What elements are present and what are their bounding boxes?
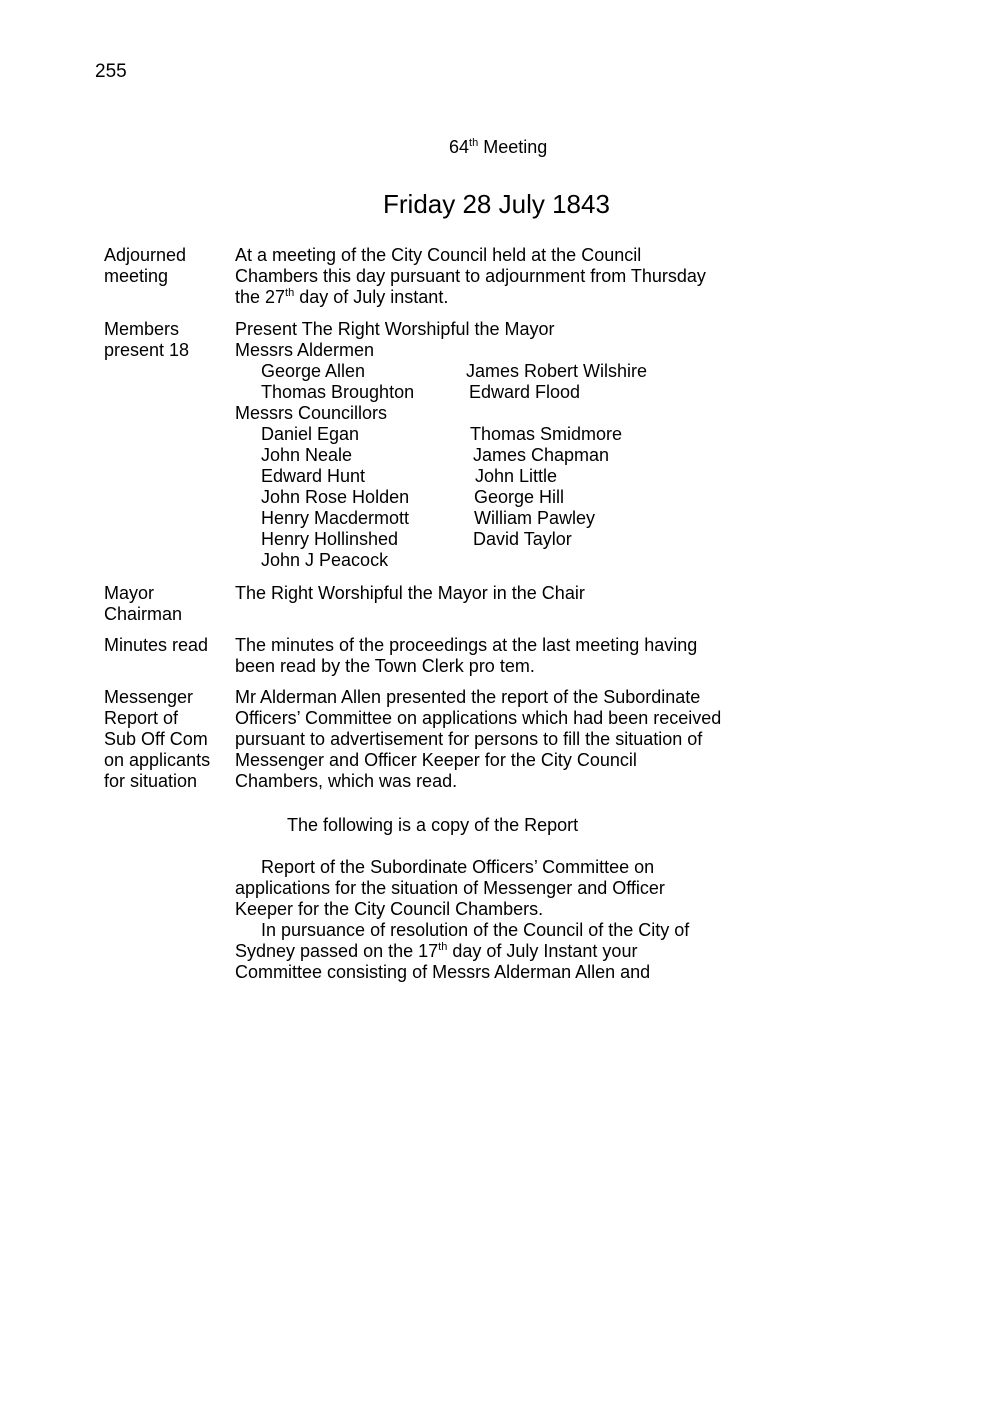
- side-note-line: Messenger: [104, 687, 194, 707]
- councillors-heading: Messrs Councillors: [235, 403, 388, 423]
- side-note-minutes: [104, 635, 229, 656]
- member-row: [235, 508, 755, 529]
- side-note-mayor: [104, 583, 229, 625]
- side-note-members: [104, 319, 229, 361]
- member-name: Edward Hunt: [261, 466, 366, 486]
- aldermen-heading: Messrs Aldermen: [235, 340, 375, 360]
- member-name: John Rose Holden: [261, 487, 410, 507]
- member-name: William Pawley: [474, 508, 596, 528]
- report-text: [235, 857, 755, 983]
- page-title: Friday 28 July 1843: [383, 189, 610, 219]
- text-line: Messenger and Officer Keeper for the City Council: [235, 750, 637, 770]
- member-name: James Robert Wilshire: [466, 361, 648, 381]
- text-line: [235, 287, 755, 308]
- text-line: [235, 941, 755, 962]
- text-line: The minutes of the proceedings at the last meeting having: [235, 635, 698, 655]
- side-note-line: Mayor: [104, 583, 155, 603]
- member-name: John J Peacock: [261, 550, 389, 570]
- side-note-line: Members: [104, 319, 180, 339]
- member-row: [235, 550, 755, 571]
- text-line: Chambers, which was read.: [235, 771, 458, 791]
- meeting-number: [449, 137, 547, 158]
- present-line: Present The Right Worshipful the Mayor: [235, 319, 555, 339]
- member-row: [235, 445, 755, 466]
- text-fragment: day of July instant.: [294, 287, 449, 307]
- side-note-line: Sub Off Com: [104, 729, 208, 749]
- side-note-line: Minutes read: [104, 635, 209, 655]
- meeting-number-suffix: th: [469, 137, 479, 149]
- copy-note: The following is a copy of the Report: [287, 815, 579, 835]
- text-line: Mr Alderman Allen presented the report of the Subordinate: [235, 687, 701, 707]
- paragraph-minutes: [235, 635, 755, 677]
- ordinal-suffix: th: [285, 287, 295, 299]
- side-note-line: meeting: [104, 266, 169, 286]
- paragraph-adjourned: [235, 245, 755, 308]
- member-name: George Allen: [261, 361, 366, 381]
- member-name: James Chapman: [473, 445, 610, 465]
- member-name: John Neale: [261, 445, 353, 465]
- member-name: John Little: [475, 466, 558, 486]
- member-row: [235, 487, 755, 508]
- text-line: In pursuance of resolution of the Council of the City of: [261, 920, 690, 940]
- text-fragment: the 27: [235, 287, 286, 307]
- member-row: [235, 424, 755, 445]
- page-number: 255: [95, 61, 127, 82]
- members-list: [235, 319, 755, 571]
- side-note-adjourned: [104, 245, 229, 287]
- ordinal-suffix: th: [438, 941, 448, 953]
- member-row: [235, 382, 755, 403]
- text-line: The Right Worshipful the Mayor in the Chair: [235, 583, 585, 603]
- member-name: David Taylor: [473, 529, 572, 549]
- text-line: Report of the Subordinate Officers’ Committee on: [261, 857, 655, 877]
- member-name: Edward Flood: [469, 382, 581, 402]
- side-note-line: Adjourned: [104, 245, 187, 265]
- text-line: At a meeting of the City Council held at the Council: [235, 245, 642, 265]
- member-name: Henry Macdermott: [261, 508, 410, 528]
- meeting-label: Meeting: [483, 137, 548, 157]
- member-name: Thomas Smidmore: [470, 424, 623, 444]
- side-note-line: Report of: [104, 708, 179, 728]
- side-note-line: for situation: [104, 771, 198, 791]
- side-note-line: present 18: [104, 340, 190, 360]
- member-name: George Hill: [474, 487, 565, 507]
- paragraph-mayor: [235, 583, 755, 604]
- text-line: Officers’ Committee on applications which had been received: [235, 708, 722, 728]
- member-name: Thomas Broughton: [261, 382, 415, 402]
- side-note-messenger: [104, 687, 229, 792]
- text-line: pursuant to advertisement for persons to fill the situation of: [235, 729, 703, 749]
- text-line: Committee consisting of Messrs Alderman Allen and: [235, 962, 651, 982]
- meeting-number-value: 64: [449, 137, 470, 157]
- member-name: Daniel Egan: [261, 424, 360, 444]
- text-line: applications for the situation of Messenger and Officer: [235, 878, 665, 898]
- member-name: Henry Hollinshed: [261, 529, 399, 549]
- text-fragment: day of July Instant your: [447, 941, 638, 961]
- paragraph-messenger: [235, 687, 755, 792]
- member-row: [235, 361, 755, 382]
- side-note-line: Chairman: [104, 604, 183, 624]
- text-line: been read by the Town Clerk pro tem.: [235, 656, 535, 676]
- text-line: Chambers this day pursuant to adjournment from Thursday: [235, 266, 706, 286]
- text-line: Keeper for the City Council Chambers.: [235, 899, 544, 919]
- member-row: [235, 466, 755, 487]
- side-note-line: on applicants: [104, 750, 211, 770]
- member-row: [235, 529, 755, 550]
- text-fragment: Sydney passed on the 17: [235, 941, 439, 961]
